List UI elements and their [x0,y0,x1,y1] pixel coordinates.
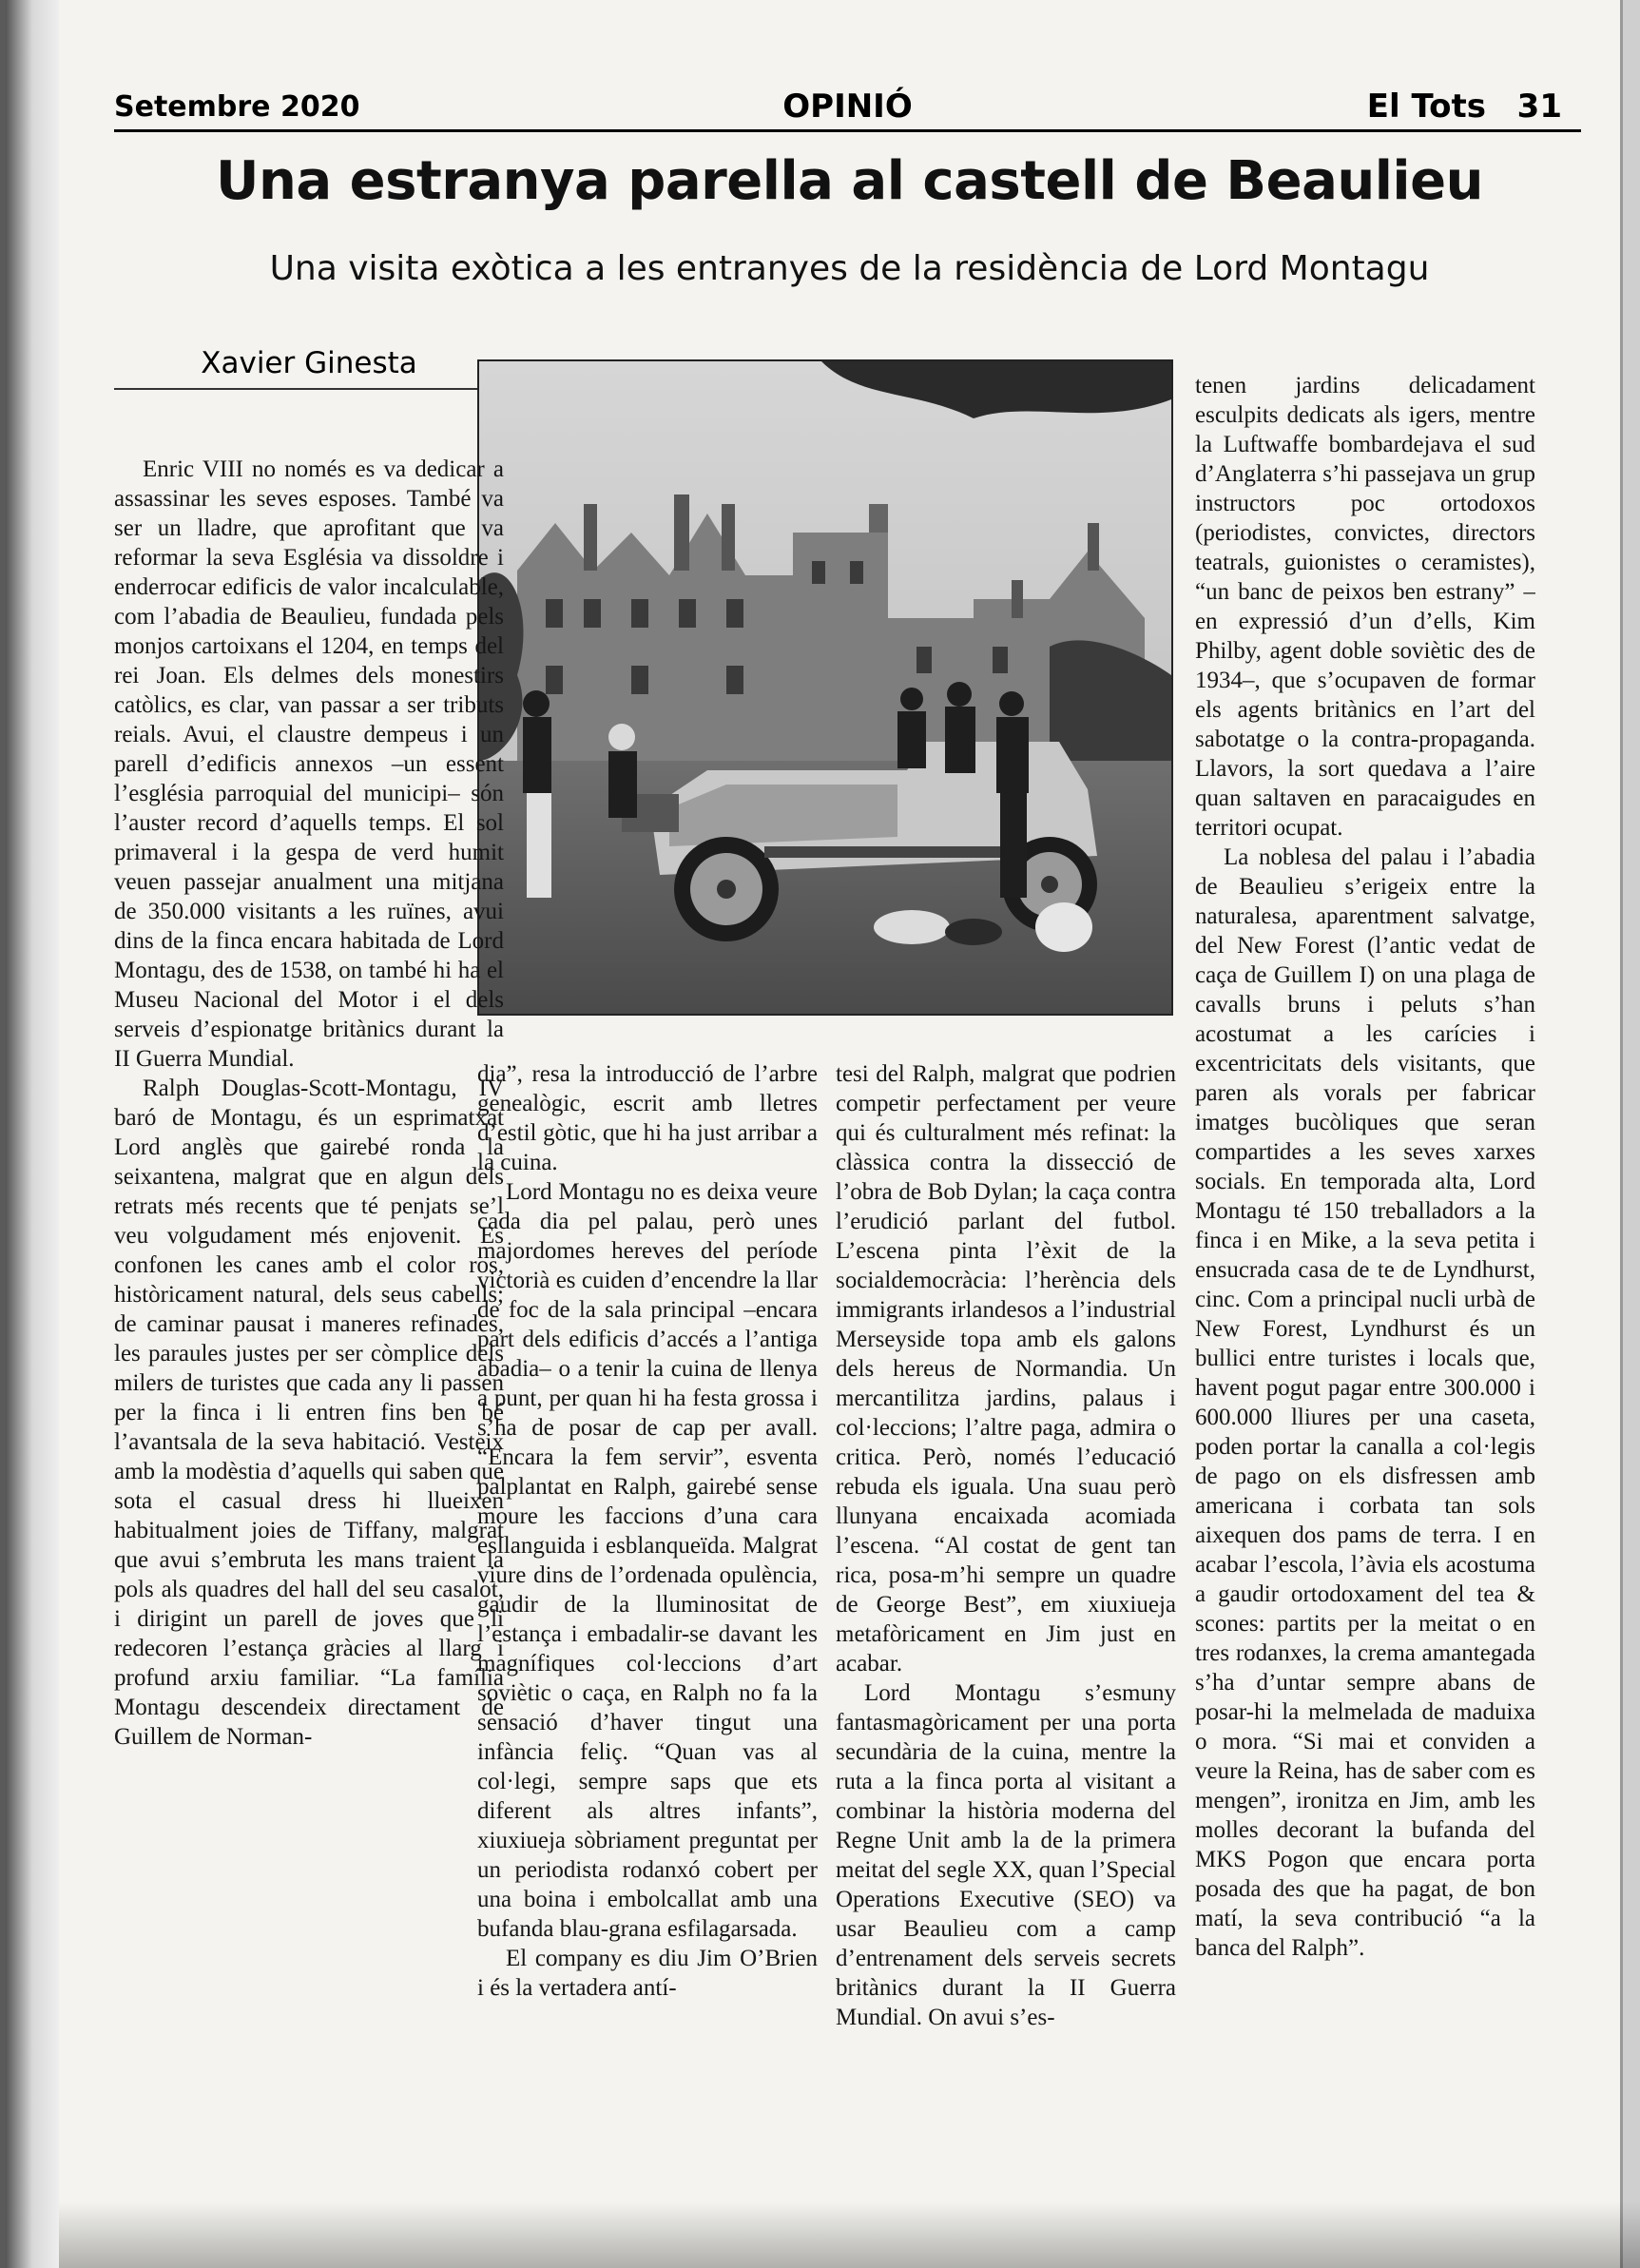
paragraph: tenen jardins delicadament esculpits dedicats als igers, mentre la Luftwaffe bombardejava el sud d’Anglaterra s’hi passejava un grup instructors poc ortodoxos (periodistes, convictes, directors teatrals, guionistes o ceramistes), “un banc de peixos ben estrany” – en expressió d’un d’ells, Kim Philby, agent doble soviètic des de 1934–, que s’ocupaven de formar els agents britànics en l’art del sabotatge o la contra-propaganda. Llavors, la sort quedava a l’aire quan saltaven en paracaigudes en territori ocupat. [1195,373,1535,841]
page-shadow [59,2201,1640,2268]
issue-date: Setembre 2020 [114,90,360,124]
page-edge [1620,0,1640,2268]
article-column-3 [836,1059,1176,2148]
paragraph: tesi del Ralph, malgrat que podrien competir perfectament per veure qui és culturalment més refinat: la clàssica contra la dissecció de l’obra de Bob Dylan; la caça contra l’erudició parlant del futbol. L’escena pinta l’èxit de la socialdemocràcia: l’herència dels immigrants irlandesos a l’industrial Merseyside topa amb els galons dels hereus de Normandia. Un mercantilitza jardins, palaus i col·leccions; l’altre paga, admira o critica. Però, només l’educació rebuda els iguala. Una suau però llunyana encaixada acomiada l’escena. “Al costat de gent tan rica, posa-m’hi sempre un quadre de George Best”, em xiuxiueja metafòricament en Jim just en acabar. [836,1061,1176,1677]
paragraph: La noblesa del palau i l’abadia de Beaulieu s’erigeix entre la naturalesa, aparentment salvatge, del New Forest (l’antic vedat de caça de Guillem I) on una plaga de cavalls bruns i peluts s’han acostumat a les carícies i excentricitats dels visitants, que paren als vorals per fabricar imatges bucòliques que seran compartides a les seves xarxes socials. En temporada alta, Lord Montagu té 150 treballadors a la finca i en Mike, a la seva petita i ensucrada casa de te de Lyndhurst, cinc. Com a principal nucli urbà de New Forest, Lyndhurst és un bullici entre turistes i locals que, havent pogut pagar entre 300.000 i 600.000 lliures per una caseta, poden portar la canalla a col·legis de pago on els disfressen amb americana i corbata tan sols aixequen dos pams de terra. I en acabar l’escola, l’àvia els acostuma a gaudir ortodoxament del tea & scones: partits per la meitat o en tres rodanxes, la crema amantegada s’ha d’untar sempre abans de posar-hi la melmelada de maduixa o mora. “Si mai et conviden a veure la Reina, has de saber com es mengen”, ironitza en Jim, amb les molles decorant la bufanda del MKS Pogon que encara porta posada des que ha pagat, de bon matí, la seva contribució “a la banca del Ralph”. [1195,844,1535,1961]
paragraph: Lord Montagu no es deixa veure cada dia pel palau, però unes majordomes hereves del període victorià es cuiden d’encendre la llar de foc de la sala principal –encara part dels edificis d’accés a l’antiga abadia– o a tenir la cuina de llenya a punt, per quan hi ha festa grossa i s’ha de posar de cap per avall. “Encara la fem servir”, esventa palplantat en Ralph, gairebé sense moure les faccions d’una cara esllanguida i esblanqueïda. Malgrat viure dins de l’ordenada opulència, gaudir de la lluminositat de l’estança i embadalir-se davant les magnífiques col·leccions d’art soviètic o caça, en Ralph no fa la sensació d’haver tingut una infància feliç. “Quan vas al col·legi, sempre saps que ets diferent als altres infants”, xiuxiueja sòbriament preguntat per un periodista rodanxó cobert per una boina i embolcallat amb una bufanda blau-grana esfilagarsada. [477,1179,818,1942]
spine-edge [0,0,6,2268]
paragraph: Ralph Douglas-Scott-Montagu, IV baró de Montagu, és un esprimatxat Lord anglès que gairebé ronda la seixantena, malgrat que en algun dels retrats més recents que té penjats se’l veu volgudament més enjovenit. Es confonen les canes amb el color ros, històricament natural, dels seus cabells; de caminar pausat i maneres refinades, les paraules justes per ser còmplice dels milers de turistes que cada any li passen per la finca i li entren fins ben bé l’avantsala de la seva habitació. Vesteix amb la modèstia d’aquells qui saben que sota el casual dress hi llueixen habitualment joies de Tiffany, malgrat que avui s’embruta les mans traient la pols als quadres del hall del seu casalot, i dirigint un parell de joves que li redecoren l’estança gràcies al llarg i profund arxiu familiar. “La família Montagu descendeix directament de Guillem de Norman- [114,1076,504,1750]
paragraph: dia”, resa la introducció de l’arbre genealògic, escrit amb lletres d’estil gòtic, que hi ha just arribar a la cuina. [477,1061,818,1175]
photo-manor-vintage-car-icon [479,361,1171,1014]
paragraph: Enric VIII no només es va dedicar a assassinar les seves esposes. També va ser un lladre, que aprofitant que va reformar la seva Església va dissoldre i enderrocar edificis de valor incalculable, com l’abadia de Beaulieu, fundada pels monjos cartoixans el 1204, en temps del rei Joan. Els delmes dels monestirs catòlics, es clar, van passar a ser tributs reials. Avui, el claustre dempeus i un parell d’edificis annexos –un essent l’església parroquial del municipi– són l’auster record d’aquells temps. El sol primaveral i la gespa de verd humit veuen passejar anualment una mitjana de 350.000 visitants a les ruïnes, avui dins de la finca encara habitada de Lord Montagu, des de 1538, on també hi ha el Museu Nacional del Motor i el dels serveis d’espionatge britànics durant la II Guerra Mundial. [114,456,504,1072]
magazine-page [59,0,1640,2268]
article-subtitle: Una visita exòtica a les entranyes de la residència de Lord Montagu [269,249,1430,288]
author-byline: Xavier Ginesta [114,346,504,390]
magazine-spine [0,0,59,2268]
publication-name: El Tots [1366,87,1486,126]
article-column-2 [477,1059,818,2148]
article-column-4 [1195,371,1535,2149]
paragraph: Lord Montagu s’esmuny fantasmagòricament per una porta secundària de la cuina, mentre la ruta a la finca porta al visitant a combinar la història moderna del Regne Unit amb la de la primera meitat del segle XX, quan l’Special Operations Executive (SEO) va usar Beaulieu com a camp d’entrenament dels serveis secrets britànics durant la II Guerra Mundial. On avui s’es- [836,1680,1176,2030]
page-number: 31 [1516,87,1562,126]
paragraph: El company es diu Jim O’Brien i és la vertadera antí- [477,1946,818,2001]
running-header [114,82,1581,132]
article-photo [477,359,1173,1016]
article-title: Una estranya parella al castell de Beaulieu [216,150,1483,212]
section-name: OPINIÓ [782,87,913,126]
article-column-1 [114,455,504,2147]
